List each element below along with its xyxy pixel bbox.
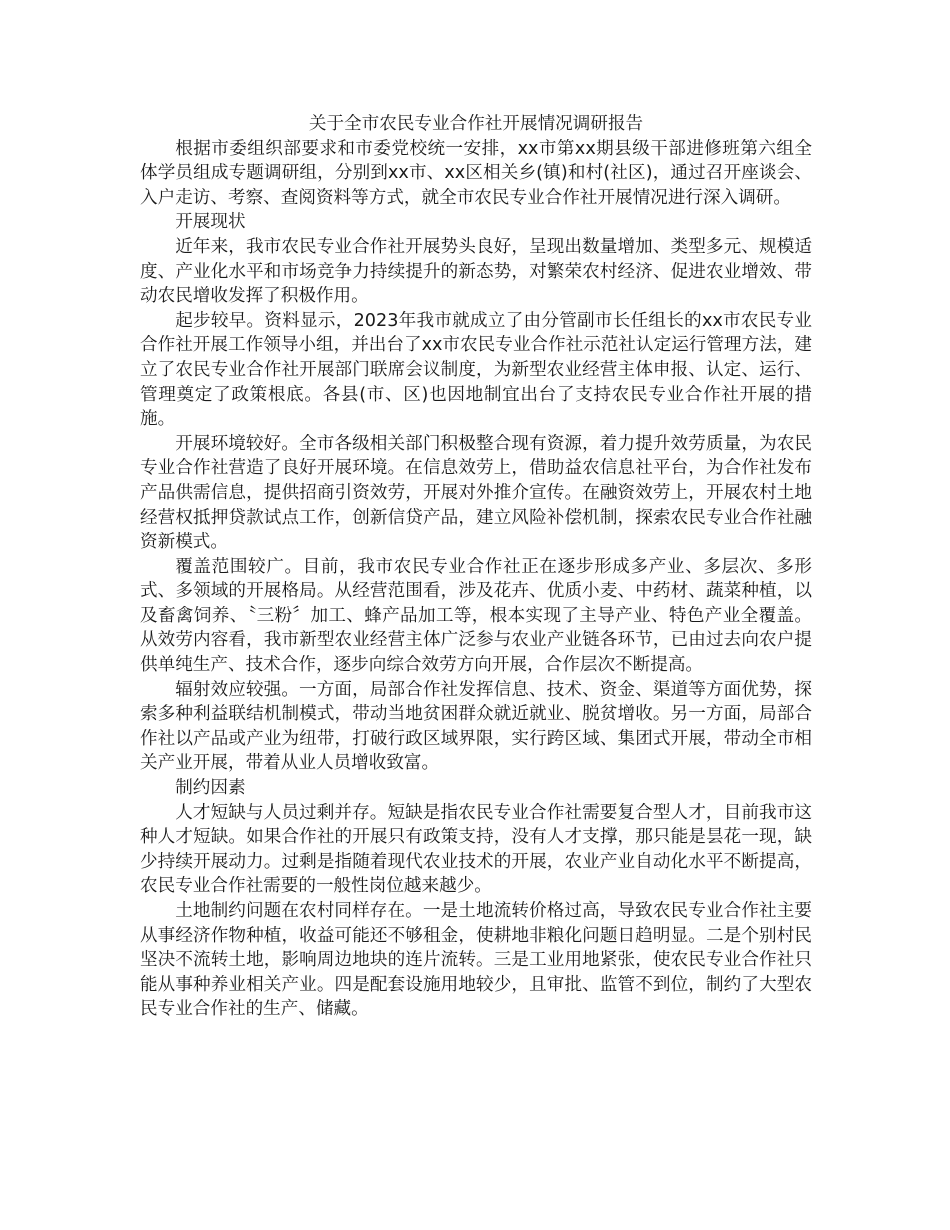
wide-coverage-paragraph: 覆盖范围较广。目前，我市农民专业合作社正在逐步形成多产业、多层次、多形式、多领域的开展格局。从经营范围看，涉及花卉、优质小麦、中药材、蔬菜种植，以及畜禽饲养、〝三粉〞加工、蜂产品加工等，根本实现了主导产业、特色产业全覆盖。从效劳内容看，我市新型农业经营主体广泛参与农业产业链各环节，已由过去向农户提供单纯生产、技术合作，逐步向综合效劳方向开展，合作层次不断提高。 [140,556,812,676]
document-title: 关于全市农民专业合作社开展情况调研报告 [308,114,644,134]
talent-shortage-paragraph: 人才短缺与人员过剩并存。短缺是指农民专业合作社需要复合型人才，目前我市这种人才短缺。如果合作社的开展只有政策支持，没有人才支撑，那只能是昙花一现，缺少持续开展动力。过剩是指随着现代农业技术的开展，农业产业自动化水平不断提高，农民专业合作社需要的一般性岗位越来越少。 [140,802,812,897]
strong-radiation-paragraph: 辐射效应较强。一方面，局部合作社发挥信息、技术、资金、渠道等方面优势，探索多种利益联结机制模式，带动当地贫困群众就近就业、脱贫增收。另一方面，局部合作社以产品或产业为纽带，打破行政区域界限，实行跨区域、集团式开展，带动全市相关产业开展，带着从业人员增收致富。 [140,679,812,774]
intro-paragraph: 根据市委组织部要求和市委党校统一安排，xx市第xx期县级干部进修班第六组全体学员组成专题调研组，分别到xx市、xx区相关乡(镇)和村(社区)，通过召开座谈会、入户走访、考察、查阅资料等方式，就全市农民专业合作社开展情况进行深入调研。 [140,138,812,208]
document-page [140,112,812,1022]
good-environment-paragraph: 开展环境较好。全市各级相关部门积极整合现有资源，着力提升效劳质量，为农民专业合作社营造了良好开展环境。在信息效劳上，借助益农信息社平台，为合作社发布产品供需信息，提供招商引资效劳，开展对外推介宣传。在融资效劳上，开展农村土地经营权抵押贷款试点工作，创新信贷产品，建立风险补偿机制，探索农民专业合作社融资新模式。 [140,433,812,553]
section-heading-constraints: 制约因素 [175,778,246,799]
early-start-paragraph: 起步较早。资料显示，2023年我市就成立了由分管副市长任组长的xx市农民专业合作社开展工作领导小组，并出台了xx市农民专业合作社示范社认定运行管理方法，建立了农民专业合作社开展部门联席会议制度，为新型农业经营主体申报、认定、运行、管理奠定了政策根底。各县(市、区)也因地制宜出台了支持农民专业合作社开展的措施。 [140,310,812,430]
status-overview-paragraph: 近年来，我市农民专业合作社开展势头良好，呈现出数量增加、类型多元、规模适度、产业化水平和市场竞争力持续提升的新态势，对繁荣农村经济、促进农业增效、带动农民增收发挥了积极作用。 [140,236,812,307]
section-heading-current-status: 开展现状 [175,212,246,233]
land-constraint-paragraph: 土地制约问题在农村同样存在。一是土地流转价格过高，导致农民专业合作社主要从事经济作物种植，收益可能还不够租金，使耕地非粮化问题日趋明显。二是个别村民坚决不流转土地，影响周边地块的连片流转。三是工业用地紧张，使农民专业合作社只能从事种养业相关产业。四是配套设施用地较少，且审批、监管不到位，制约了大型农民专业合作社的生产、储藏。 [140,901,812,1020]
